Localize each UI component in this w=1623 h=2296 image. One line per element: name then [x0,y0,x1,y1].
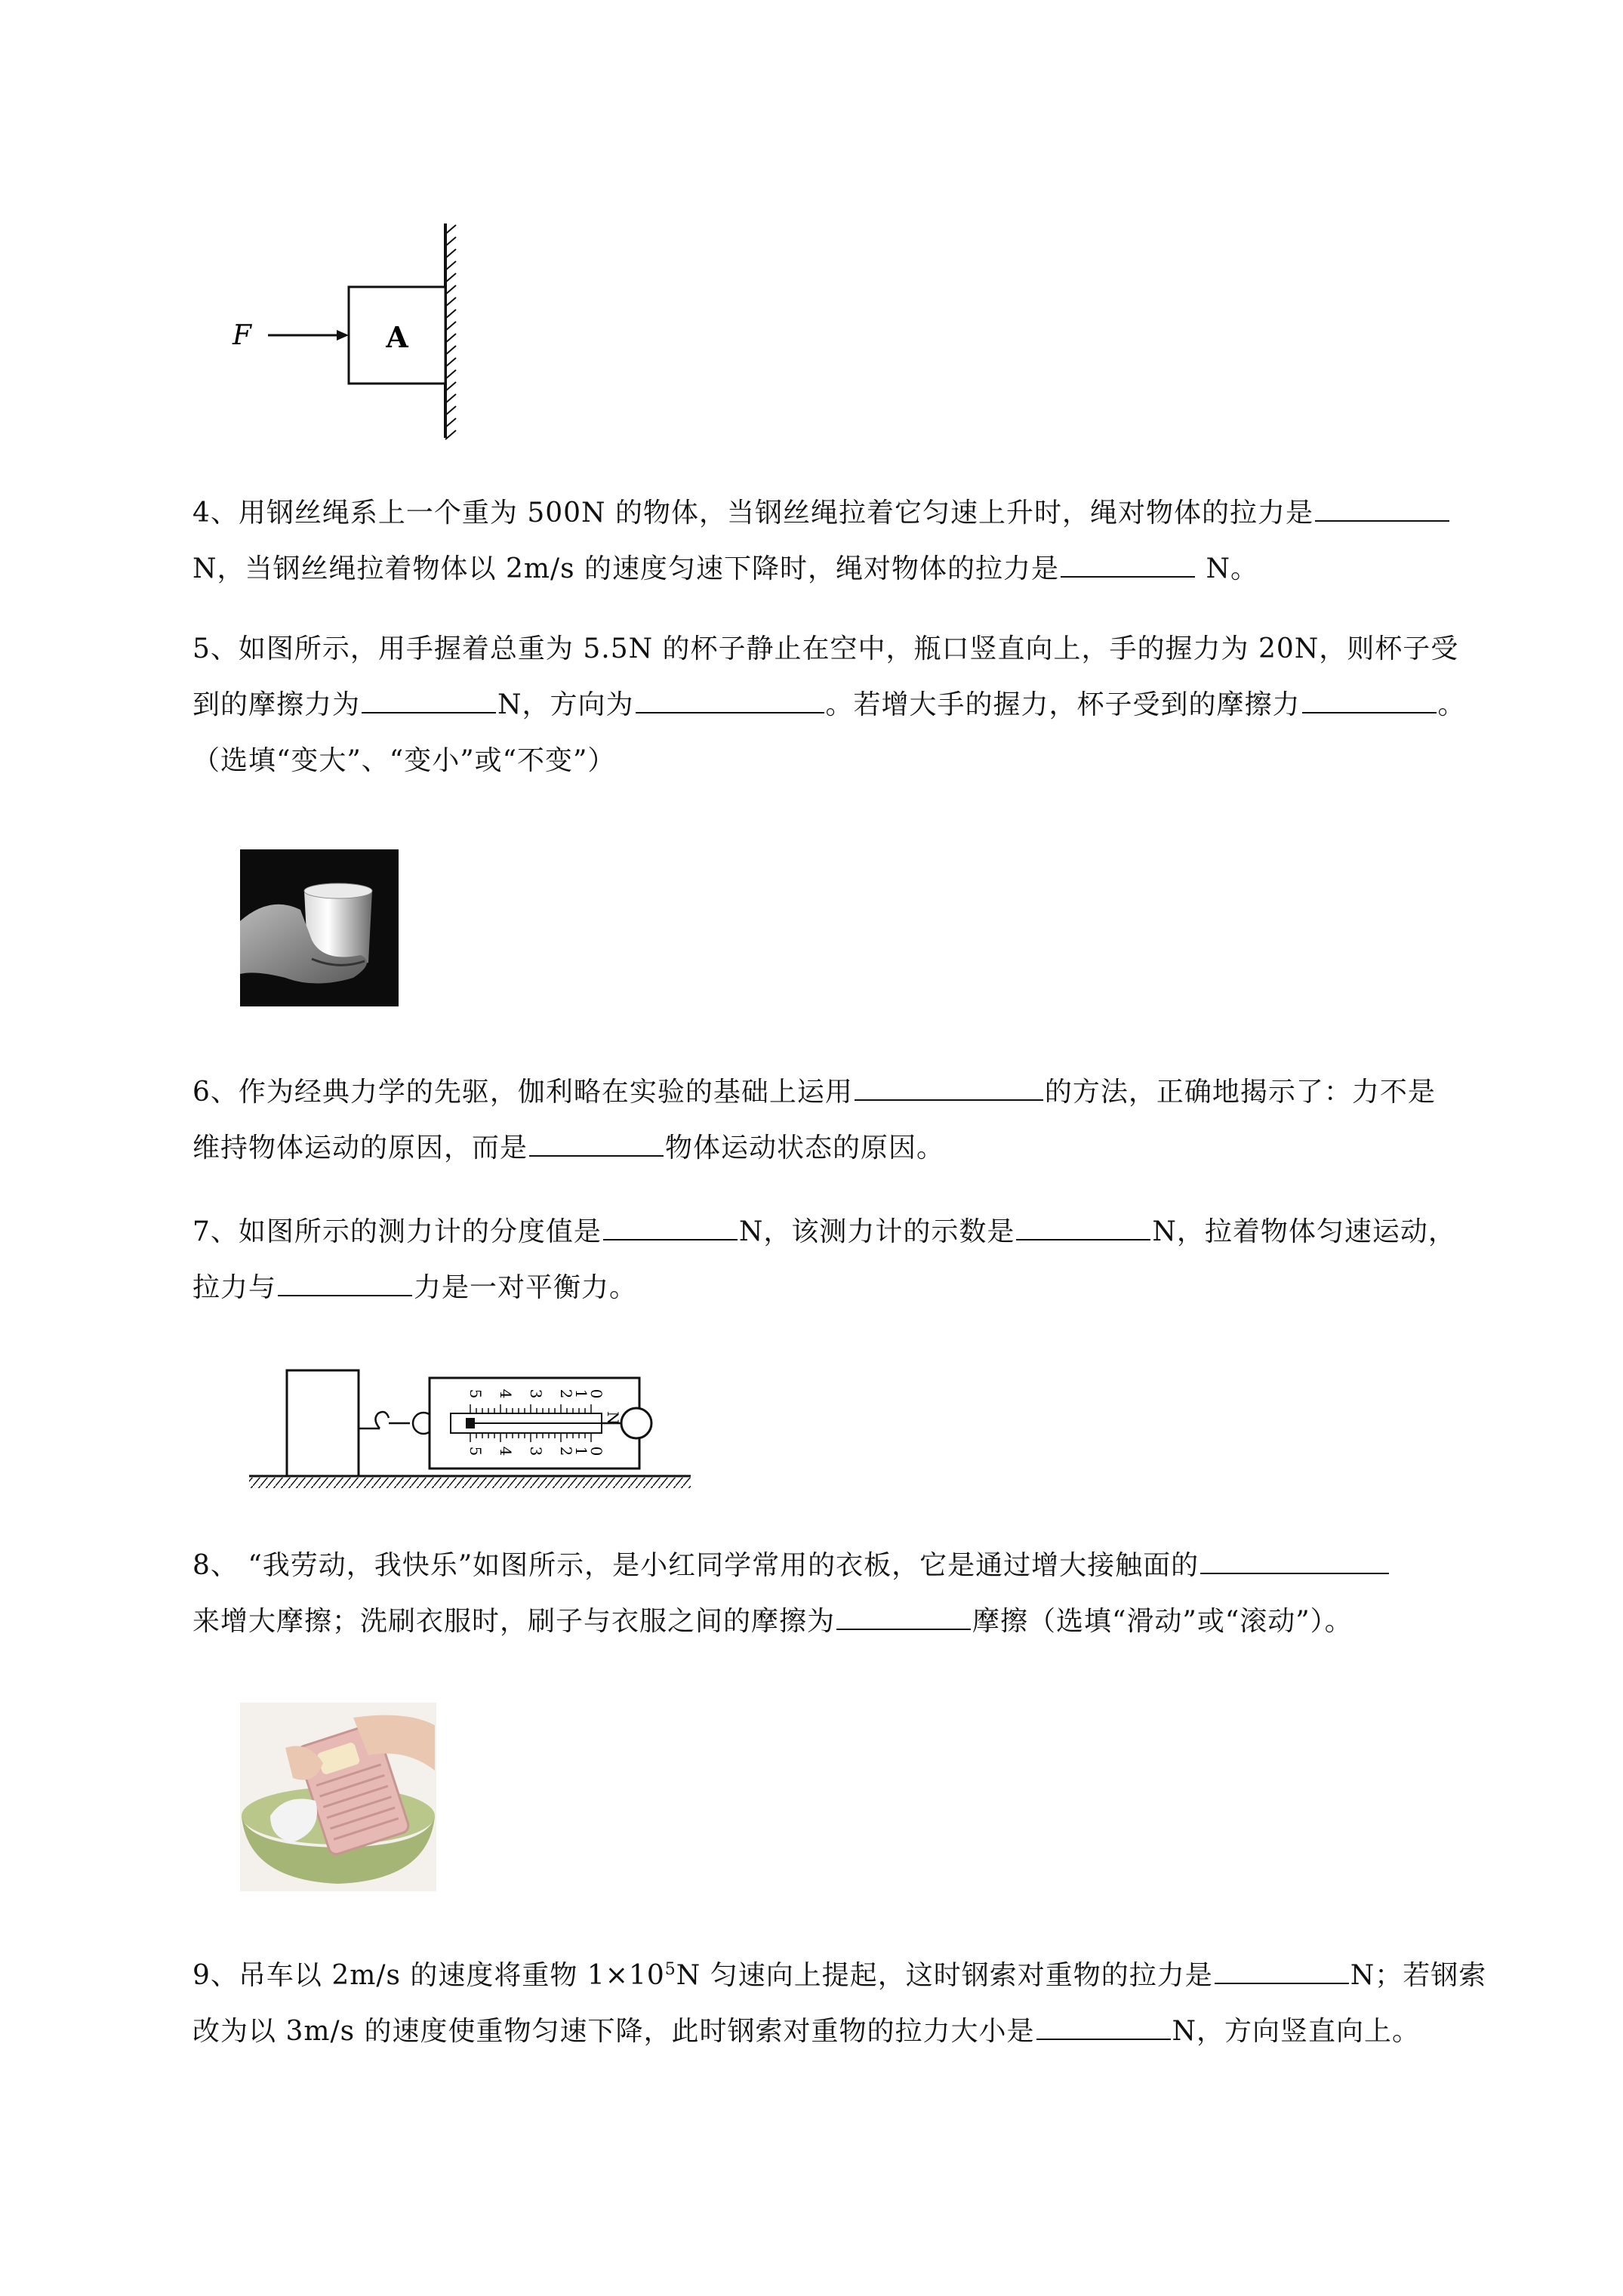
tick-bottom-3: 3 [527,1446,545,1456]
tick-top-4: 4 [497,1388,515,1399]
question-6 [192,1065,1521,1176]
q6-blank-2[interactable] [529,1123,664,1157]
q5-blank-2[interactable] [636,680,824,713]
q8-line-1: 8、 “我劳动，我快乐”如图所示，是小红同学常用的衣板，它是通过增大接触面的 [192,1538,1521,1594]
block-wall-figure [226,219,476,445]
tick-top-3: 3 [527,1388,545,1399]
q5-blank-1[interactable] [362,680,496,713]
tick-top-1: 1 [572,1388,590,1399]
q6-blank-1[interactable] [855,1068,1043,1101]
q5-line-1: 5、如图所示，用手握着总重为 5.5N 的杯子静止在空中，瓶口竖直向上，手的握力为 20N，则杯子受 [192,633,1459,664]
washboard-photo [240,1703,436,1891]
q6-line-2: 维持物体运动的原因，而是 物体运动状态的原因。 [192,1120,1521,1176]
q5-line-3: （选填“变大”、“变小”或“不变”） [192,745,616,776]
q7-line-2: 拉力与 力是一对平衡力。 [192,1260,1521,1316]
q7-blank-3[interactable] [278,1263,412,1296]
tick-bottom-2: 2 [557,1446,575,1456]
q4-line-1: 4、用钢丝绳系上一个重为 500N 的物体，当钢丝绳拉着它匀速上升时，绳对物体的拉力是 [192,485,1521,541]
q5-line-2: 到的摩擦力为 N，方向为 。若增大手的握力，杯子受到的摩擦力 。 [192,677,1521,733]
tick-bottom-5: 5 [467,1446,485,1456]
tick-bottom-0: 0 [587,1446,605,1456]
q7-line-1: 7、如图所示的测力计的分度值是 N，该测力计的示数是 N，拉着物体匀速运动， [192,1204,1521,1260]
question-4 [192,485,1521,597]
q9-line-1: 9、吊车以 2m/s 的速度将重物 $1\times 10^5N$ 匀速向上提起，这时钢索对重物的拉力是 N；若钢索 [192,1942,1521,2004]
tick-bottom-1: 1 [572,1446,590,1456]
hand-cup-photo [240,849,399,1006]
q4-blank-1[interactable] [1315,488,1449,522]
pulled-block [287,1370,359,1476]
block-label: A [386,320,408,354]
tick-top-2: 2 [557,1388,575,1399]
question-9 [192,1942,1521,2060]
question-7 [192,1204,1521,1316]
unit-label: N [604,1411,622,1425]
spring-scale-figure [245,1359,698,1502]
tick-bottom-4: 4 [497,1446,515,1456]
q9-blank-1[interactable] [1215,1951,1349,1984]
q9-blank-2[interactable] [1036,2007,1171,2040]
q7-blank-1[interactable] [603,1207,738,1240]
q7-blank-2[interactable] [1016,1207,1150,1240]
question-8 [192,1538,1521,1650]
question-5 [192,621,1521,789]
q4-line-2: N，当钢丝绳拉着物体以 2m/s 的速度匀速下降时，绳对物体的拉力是 N。 [192,541,1521,597]
q8-blank-2[interactable] [836,1597,971,1630]
q6-line-1: 6、作为经典力学的先驱，伽利略在实验的基础上运用 的方法，正确地揭示了：力不是 [192,1065,1521,1120]
q8-blank-1[interactable] [1200,1541,1389,1574]
force-label: F [233,320,251,351]
q4-blank-2[interactable] [1061,544,1195,578]
q5-blank-3[interactable] [1302,680,1437,713]
tick-top-0: 0 [587,1388,605,1399]
q8-line-2: 来增大摩擦；洗刷衣服时，刷子与衣服之间的摩擦为 摩擦（选填“滑动”或“滚动”）。 [192,1594,1521,1650]
q9-line-2: 改为以 3m/s 的速度使重物匀速下降，此时钢索对重物的拉力大小是 N，方向竖直向上。 [192,2004,1521,2060]
tick-top-5: 5 [467,1388,485,1399]
